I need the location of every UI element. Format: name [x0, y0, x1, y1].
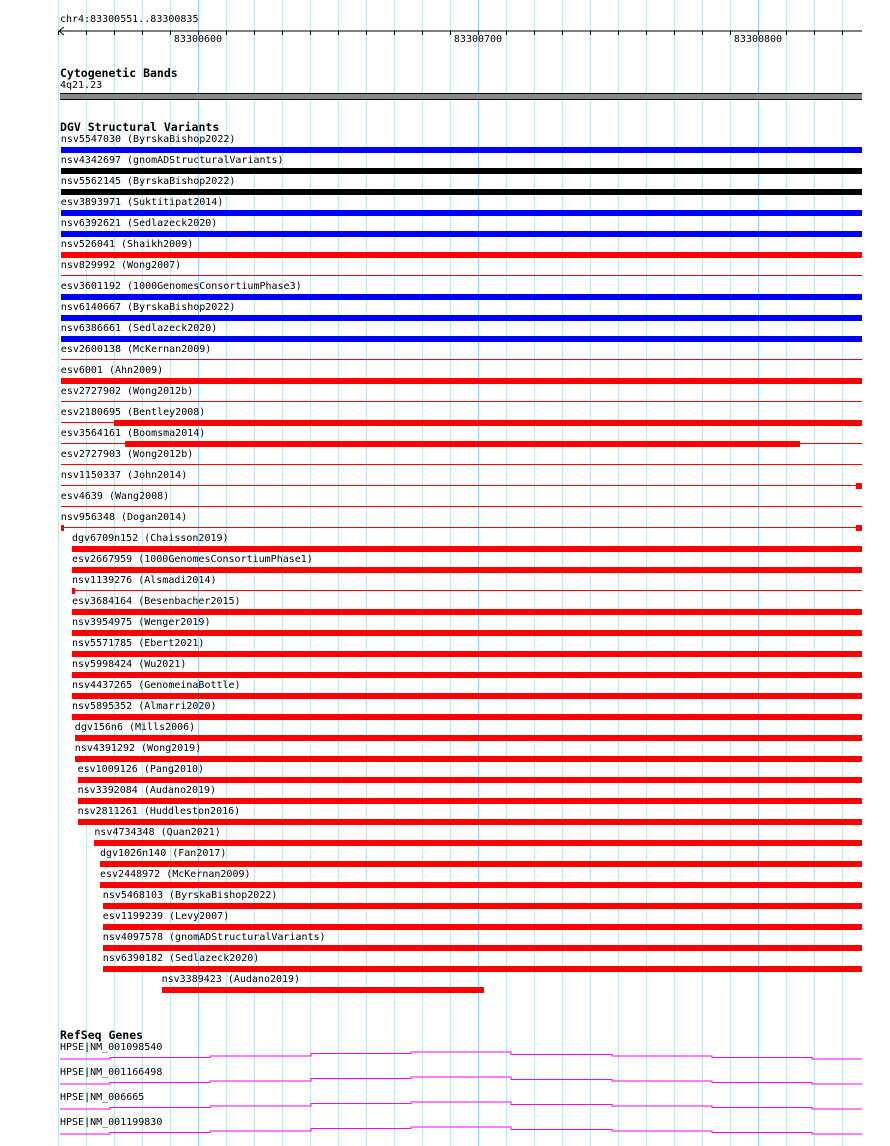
sv-bar[interactable] [162, 987, 484, 993]
sv-bar[interactable] [72, 588, 75, 594]
sv-label[interactable]: dgv6709n152 (Chaisson2019) [72, 533, 229, 544]
gene-model[interactable] [0, 1122, 890, 1142]
cytoband-bar[interactable] [60, 93, 862, 100]
sv-bar[interactable] [61, 294, 862, 300]
sv-label[interactable]: nsv4342697 (gnomADStructuralVariants) [60, 155, 284, 166]
ruler-tick [730, 31, 731, 35]
sv-label[interactable]: nsv6392621 (Sedlazeck2020) [60, 218, 218, 229]
sv-label[interactable]: nsv6386661 (Sedlazeck2020) [60, 323, 218, 334]
sv-bar[interactable] [61, 231, 862, 237]
sv-span-line[interactable] [61, 485, 862, 486]
sv-label[interactable]: nsv5547030 (ByrskaBishop2022) [60, 134, 236, 145]
ruler-tick [254, 31, 255, 35]
sv-span-line[interactable] [72, 590, 862, 591]
sv-bar[interactable] [61, 378, 862, 384]
gene-label[interactable]: HPSE|NM_001166498 [60, 1067, 163, 1078]
sv-bar[interactable] [72, 651, 862, 657]
sv-label[interactable]: nsv5895352 (Almarri2020) [72, 701, 217, 712]
sv-bar[interactable] [72, 609, 862, 615]
sv-bar[interactable] [114, 420, 862, 426]
ruler-tick [170, 31, 171, 35]
ruler-tick [842, 31, 843, 35]
sv-label[interactable]: nsv4097578 (gnomADStructuralVariants) [102, 932, 326, 943]
sv-bar[interactable] [61, 147, 862, 153]
sv-label[interactable]: esv4639 (Wang2008) [60, 491, 170, 502]
ruler-tick-label: 83300600 [173, 34, 223, 45]
cytoband-track-title: Cytogenetic Bands [60, 66, 178, 80]
sv-span-line[interactable] [61, 401, 862, 402]
ruler-tick [142, 31, 143, 35]
gene-line [60, 1077, 862, 1084]
gene-model[interactable] [0, 1072, 890, 1092]
sv-bar[interactable] [78, 777, 862, 783]
sv-label[interactable]: esv2600138 (McKernan2009) [60, 344, 212, 355]
sv-label[interactable]: esv1009126 (Pang2010) [77, 764, 205, 775]
sv-bar[interactable] [94, 840, 861, 846]
ruler-tick [590, 31, 591, 35]
sv-span-line[interactable] [61, 359, 862, 360]
sv-label[interactable]: nsv1150337 (John2014) [60, 470, 188, 481]
gene-line [60, 1127, 862, 1134]
sv-label[interactable]: nsv1139276 (Alsmadi2014) [72, 575, 217, 586]
sv-bar[interactable] [61, 168, 862, 174]
sv-label[interactable]: nsv526041 (Shaikh2009) [60, 239, 194, 250]
sv-bar[interactable] [75, 756, 862, 762]
ruler-tick [338, 31, 339, 35]
dgv-track-title: DGV Structural Variants [60, 120, 220, 134]
sv-label[interactable]: nsv5571785 (Ebert2021) [72, 638, 205, 649]
sv-label[interactable]: esv2727903 (Wong2012b) [60, 449, 194, 460]
sv-bar[interactable] [103, 924, 862, 930]
sv-bar[interactable] [103, 945, 862, 951]
sv-label[interactable]: esv3564161 (Boomsma2014) [60, 428, 206, 439]
ruler-tick [450, 31, 451, 35]
sv-label[interactable]: esv1199239 (Levy2007) [102, 911, 230, 922]
sv-label[interactable]: nsv829992 (Wong2007) [60, 260, 182, 271]
sv-bar[interactable] [103, 903, 862, 909]
gene-line [60, 1052, 862, 1059]
sv-bar[interactable] [856, 483, 862, 489]
sv-label[interactable]: nsv3392084 (Audano2019) [77, 785, 217, 796]
sv-label[interactable]: esv2667959 (1000GenomesConsortiumPhase1) [72, 554, 313, 565]
sv-label[interactable]: esv2727902 (Wong2012b) [60, 386, 194, 397]
sv-span-line[interactable] [61, 464, 862, 465]
sv-label[interactable]: dgv156n6 (Mills2006) [74, 722, 196, 733]
ruler-tick [86, 31, 87, 35]
sv-label[interactable]: nsv6140667 (ByrskaBishop2022) [60, 302, 236, 313]
refseq-track-title: RefSeq Genes [60, 1028, 144, 1042]
sv-bar[interactable] [100, 882, 862, 888]
sv-label[interactable]: esv3893971 (Suktitipat2014) [60, 197, 224, 208]
sv-bar[interactable] [78, 798, 862, 804]
position-label: chr4:83300551..83300835 [60, 14, 199, 25]
ruler-tick [114, 31, 115, 35]
gene-model[interactable] [0, 1047, 890, 1067]
sv-bar[interactable] [72, 567, 862, 573]
ruler-tick [646, 31, 647, 35]
ruler-tick-label: 83300700 [453, 34, 503, 45]
sv-span-line[interactable] [61, 275, 862, 276]
ruler-tick [562, 31, 563, 35]
sv-bar[interactable] [125, 441, 800, 447]
gene-label[interactable]: HPSE|NM_006665 [60, 1092, 145, 1103]
sv-bar[interactable] [61, 252, 862, 258]
sv-label[interactable]: nsv3389423 (Audano2019) [161, 974, 301, 985]
sv-label[interactable]: nsv3954975 (Wenger2019) [72, 617, 211, 628]
sv-label[interactable]: esv6001 (Ahn2009) [60, 365, 164, 376]
gene-label[interactable]: HPSE|NM_001199830 [60, 1117, 163, 1128]
sv-bar[interactable] [72, 546, 862, 552]
sv-label[interactable]: nsv5562145 (ByrskaBishop2022) [60, 176, 236, 187]
sv-bar[interactable] [100, 861, 862, 867]
sv-label[interactable]: esv3684164 (Besenbacher2015) [72, 596, 241, 607]
ruler-tick [58, 31, 59, 35]
sv-bar[interactable] [103, 966, 862, 972]
sv-bar[interactable] [856, 525, 862, 531]
sv-label[interactable]: nsv6390182 (Sedlazeck2020) [102, 953, 260, 964]
gene-line [60, 1102, 862, 1109]
sv-label[interactable]: nsv5468103 (ByrskaBishop2022) [102, 890, 278, 901]
sv-bar[interactable] [72, 630, 862, 636]
sv-label[interactable]: esv2180695 (Bentley2008) [60, 407, 206, 418]
cytoband-label: 4q21.23 [60, 80, 103, 91]
sv-label[interactable]: nsv4734348 (Quan2021) [94, 827, 221, 838]
gene-model[interactable] [0, 1097, 890, 1117]
sv-span-line[interactable] [61, 527, 862, 528]
ruler-tick [226, 31, 227, 35]
ruler-tick [618, 31, 619, 35]
ruler-tick [702, 31, 703, 35]
ruler-tick [506, 31, 507, 35]
ruler-tick [534, 31, 535, 35]
ruler-tick [786, 31, 787, 35]
sv-bar[interactable] [61, 336, 862, 342]
sv-label[interactable]: esv3601192 (1000GenomesConsortiumPhase3) [60, 281, 302, 292]
ruler-tick [674, 31, 675, 35]
gene-label[interactable]: HPSE|NM_001098540 [60, 1042, 163, 1053]
sv-bar[interactable] [75, 735, 862, 741]
sv-label[interactable]: nsv2811261 (Huddleston2016) [77, 806, 241, 817]
sv-label[interactable]: nsv5998424 (Wu2021) [72, 659, 187, 670]
ruler-tick [366, 31, 367, 35]
sv-bar[interactable] [61, 189, 862, 195]
ruler-tick [310, 31, 311, 35]
sv-label[interactable]: nsv956348 (Dogan2014) [60, 512, 188, 523]
ruler-tick-label: 83300800 [733, 34, 783, 45]
ruler-tick [282, 31, 283, 35]
sv-bar[interactable] [72, 672, 862, 678]
sv-bar[interactable] [72, 693, 862, 699]
ruler-tick [814, 31, 815, 35]
sv-bar[interactable] [61, 525, 64, 531]
sv-label[interactable]: nsv4437265 (GenomeinaBottle) [72, 680, 241, 691]
sv-bar[interactable] [61, 315, 862, 321]
sv-label[interactable]: esv2448972 (McKernan2009) [100, 869, 251, 880]
sv-label[interactable]: dgv1026n140 (Fan2017) [100, 848, 227, 859]
grid-line [58, 0, 59, 1146]
sv-span-line[interactable] [61, 506, 862, 507]
sv-label[interactable]: nsv4391292 (Wong2019) [74, 743, 202, 754]
sv-bar[interactable] [61, 210, 862, 216]
ruler-tick [394, 31, 395, 35]
sv-bar[interactable] [78, 819, 862, 825]
sv-bar[interactable] [72, 714, 862, 720]
ruler-tick [422, 31, 423, 35]
